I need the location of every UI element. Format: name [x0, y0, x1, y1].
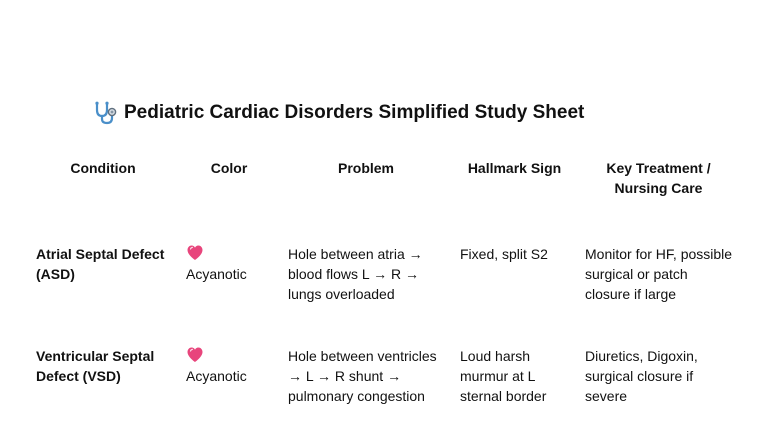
table-row — [28, 240, 740, 342]
problem-cell: Hole between atria → blood flows L → R → lungs overloaded — [288, 246, 423, 302]
page-title — [92, 100, 584, 126]
table-header-row — [28, 150, 740, 240]
color-cell — [178, 342, 280, 406]
color-cell — [178, 240, 280, 342]
problem-cell: Hole between ventricles → L → R shunt → pulmonary congestion — [288, 348, 437, 404]
table-row — [28, 342, 740, 406]
page-title-text: Pediatric Cardiac Disorders Simplified Study Sheet — [124, 102, 585, 123]
hallmark-sign-cell: Loud harsh murmur at L sternal border — [460, 348, 547, 404]
disorders-table — [28, 150, 740, 406]
color-label: Acyanotic — [186, 368, 247, 384]
condition-cell: Atrial Septal Defect (ASD) — [36, 246, 165, 282]
header-key-treatment: Key Treatment / Nursing Care — [606, 160, 711, 196]
header-problem: Problem — [337, 160, 394, 176]
color-label: Acyanotic — [186, 266, 247, 282]
hallmark-sign-cell: Fixed, split S2 — [460, 246, 548, 262]
treatment-cell: Diuretics, Digoxin, surgical closure if severe — [585, 348, 698, 404]
pink-heart-icon — [186, 346, 204, 364]
header-color: Color — [210, 160, 248, 176]
condition-cell: Ventricular Septal Defect (VSD) — [36, 348, 155, 384]
pink-heart-icon — [186, 244, 204, 262]
treatment-cell: Monitor for HF, possible surgical or patch closure if large — [585, 246, 733, 302]
header-hallmark-sign: Hallmark Sign — [467, 160, 562, 176]
header-condition: Condition — [70, 160, 136, 176]
stethoscope-icon — [92, 101, 118, 125]
